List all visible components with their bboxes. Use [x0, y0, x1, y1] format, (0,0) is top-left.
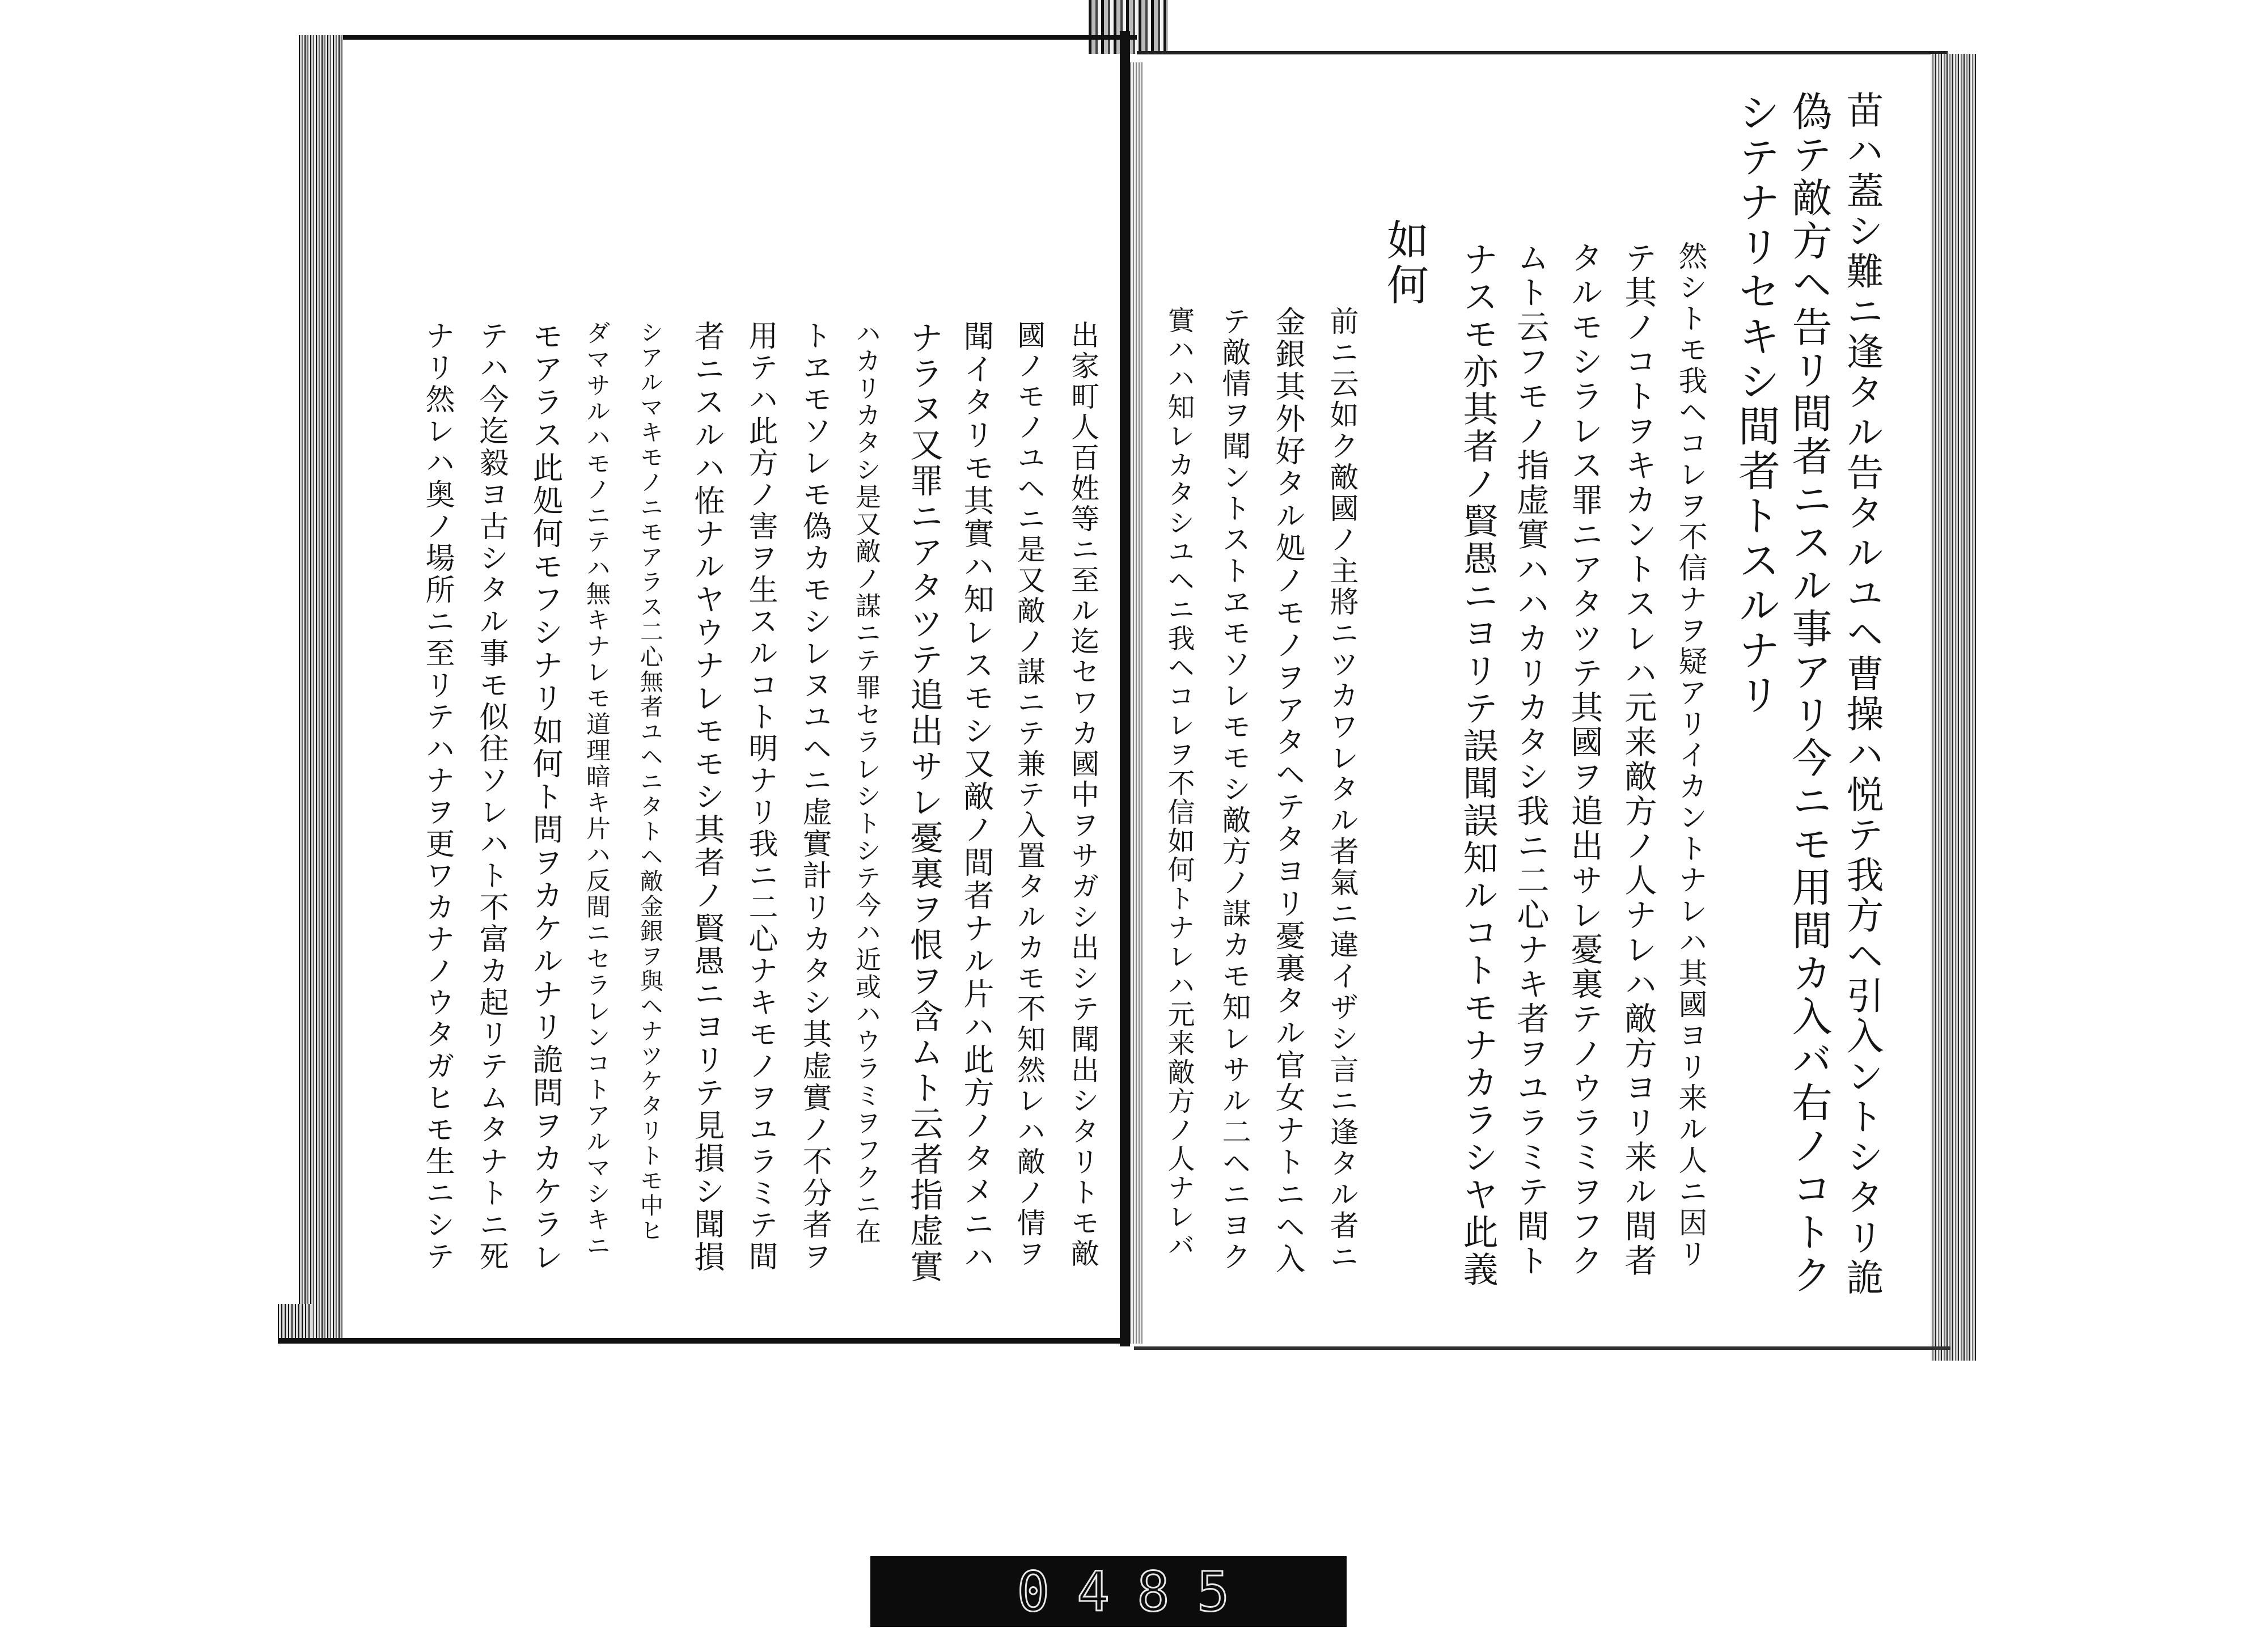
text-column: トヱモソレモ偽カモシレヌユヘニ虚實計リカタシ其虚實ノ不分者ヲ: [797, 320, 831, 1273]
text-column: 出家町人百姓等ニ至ル迄セワカ國中ヲサガシ出シテ聞出シタリトモ敵: [1067, 320, 1099, 1269]
text-column: ナラヌ又罪ニアタツテ追出サレ憂裏ヲ恨ヲ含ムト云者指虚實: [904, 320, 943, 1285]
text-column: ムト云フモノ指虚實ハハカリカタシ我ニ二心ナキ者ヲユラミテ間ト: [1512, 241, 1549, 1278]
text-column: 實ハハ知レカタシユヘニ我ヘコレヲ不信如何トナレハ元来敵方ノ人ナレバ: [1163, 306, 1195, 1260]
text-column: テ其ノコトヲキカントスレハ元来敵方ノ人ナレハ敵方ヨリ来ル間者: [1619, 241, 1657, 1278]
text-column: テハ今迄毅ヨ古シタル事モ似往ソレハト不富カ起リテムタナトニ死: [474, 320, 508, 1273]
book-gutter: [1120, 31, 1130, 1346]
text-column: 國ノモノユヘニ是又敵ノ謀ニテ兼テ入置タルカモ不知然レハ敵ノ情ヲ: [1013, 320, 1046, 1269]
text-column: タルモシラレス罪ニアタツテ其國ヲ追出サレ憂裏テノウラミヲフク: [1565, 241, 1603, 1278]
text-column: 苗ハ蓋シ難ニ逢タル告タルユヘ曹操ハ悦テ我方ヘ引入ントシタリ詭: [1840, 91, 1884, 1298]
right-page-bottom-edge: [1134, 1346, 1950, 1350]
text-column: テ敵情ヲ聞ントストヱモソレモモシ敵方ノ謀カモ知レサル二ヘニヨク: [1217, 306, 1250, 1273]
text-column: ダマサルハモノニテハ無キナレモ道理暗キ片ハ反間ニセラレンコトアルマシキニ: [582, 320, 611, 1259]
text-column: 偽テ敵方ヘ告リ間者ニスル事アリ今ニモ用間カ入バ右ノコトク: [1785, 91, 1833, 1297]
text-column: 聞イタリモ其實ハ知レスモシ又敵ノ間者ナル片ハ此方ノタメニハ: [959, 320, 995, 1274]
text-column: シテナリセキシ間者トスルナリ: [1732, 91, 1780, 718]
text-column: ハカリカタシ是又敵ノ謀ニテ罪セラレシトシテ今ハ近或ハウラミヲフクニ在: [851, 320, 881, 1246]
left-page-bottom-edge: [278, 1338, 1125, 1344]
text-column: 用テハ此方ノ害ヲ生スルコト明ナリ我ニ二心ナキモノヲユラミテ間: [743, 320, 777, 1273]
archive-number: 0485: [1017, 1560, 1257, 1624]
text-column: 然シトモ我ヘコレヲ不信ナヲ疑アリイカントナレハ其國ヨリ来ル人ニ因リ: [1673, 241, 1707, 1270]
left-page-stack-edge: [299, 35, 343, 1339]
gutter-shadow: [1130, 62, 1143, 1344]
text-column: 者ニスルハ恠ナルヤウナレモモシ其者ノ賢愚ニヨリテ見損シ聞損: [689, 320, 725, 1274]
right-page-top-edge: [1137, 51, 1948, 54]
text-column: ナリ然レハ奥ノ場所ニ至リテハナヲ更ワカナノウタガヒモ生ニシテ: [420, 320, 454, 1273]
text-column: 前ニ云如ク敵國ノ主將ニツカワレタル者氣ニ違イザシ言ニ逢タル者ニ: [1325, 306, 1358, 1273]
text-column: 金銀其外好タル処ノモノヲアタヘテタヨリ憂裏タル官女ナトニヘ入: [1271, 306, 1305, 1276]
text-column: シアルマキモノニモアラス二心無者ユヘニタトヘ敵金銀ヲ與ヘナツケタリトモ中ヒ: [636, 320, 663, 1243]
text-column: モアラス此処何モフシナリ如何ト問ヲカケルナリ詭問ヲカケラレ: [528, 320, 564, 1274]
left-page-top-edge: [306, 35, 1137, 40]
right-page-stack-edge: [1931, 54, 1976, 1361]
text-column: ナスモ亦其者ノ賢愚ニヨリテ誤聞誤知ルコトモナカラシヤ此義: [1457, 241, 1499, 1289]
text-column: 如何: [1380, 218, 1429, 308]
